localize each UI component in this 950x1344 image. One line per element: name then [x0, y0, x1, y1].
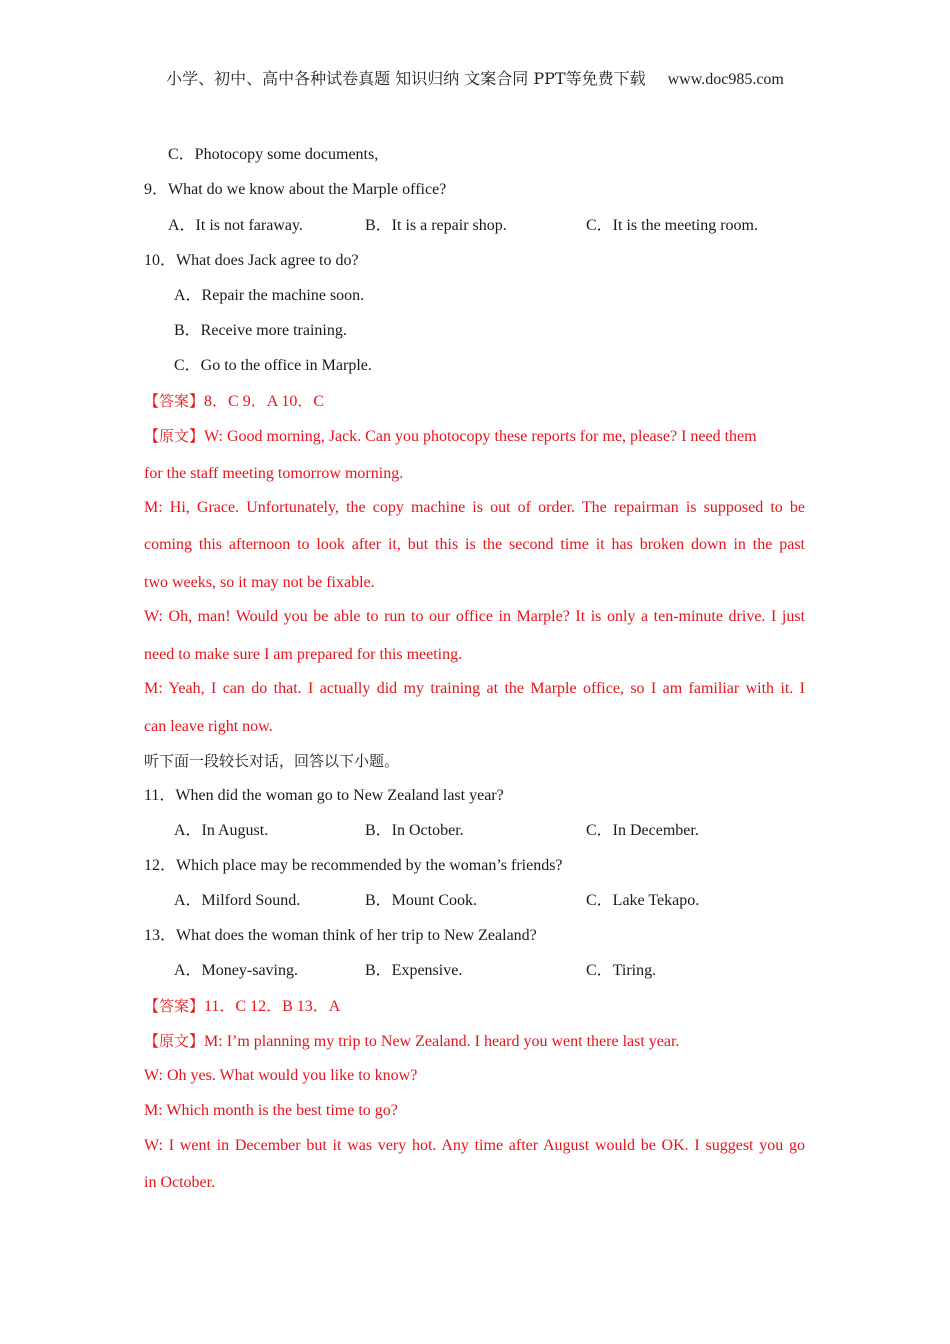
answer-block-1 [144, 391, 324, 412]
answer-text: 8．C 9．A 10．C [204, 393, 325, 410]
transcript1-line-8: M: Yeah, I can do that. I actually did my training at the Marple office, so I am familiar with it. I [144, 680, 805, 697]
header-url[interactable]: www.doc985.com [667, 71, 784, 88]
q10-option-a: A．Repair the machine soon. [174, 287, 365, 304]
answer-block-2 [144, 996, 340, 1017]
q12-option-c: C．Lake Tekapo. [586, 892, 700, 909]
transcript2-line-1: 【原文】M: I’m planning my trip to New Zealand. I heard you went there last year. [144, 1032, 680, 1050]
answer-text: 11．C 12．B 13．A [204, 998, 341, 1015]
q11-question: 11．When did the woman go to New Zealand last year? [144, 787, 504, 804]
q10-question: 10．What does Jack agree to do? [144, 252, 359, 269]
transcript1-line-3: M: Hi, Grace. Unfortunately, the copy machine is out of order. The repairman is supposed to be [144, 499, 805, 516]
q11-option-b: B．In October. [365, 822, 464, 839]
answer-label: 【答案】 [144, 997, 205, 1015]
answer-label: 【答案】 [144, 392, 205, 410]
q9-option-c: C．It is the meeting room. [586, 217, 758, 234]
q9-question: 9．What do we know about the Marple office? [144, 181, 447, 198]
transcript-label: 【原文】 [144, 1032, 205, 1050]
q13-option-a: A．Money-saving. [174, 962, 298, 979]
q13-option-c: C．Tiring. [586, 962, 657, 979]
q13-option-b: B．Expensive. [365, 962, 463, 979]
q8-option-c: C．Photocopy some documents, [168, 146, 379, 163]
transcript2-line-3: M: Which month is the best time to go? [144, 1102, 398, 1119]
header-text: 小学、初中、高中各种试卷真题 知识归纳 文案合同 PPT等免费下载 [166, 69, 646, 88]
q12-option-a: A．Milford Sound. [174, 892, 301, 909]
q12-option-b: B．Mount Cook. [365, 892, 478, 909]
transcript1-line-6: W: Oh, man! Would you be able to run to our office in Marple? It is only a ten-minute drive. I just [144, 608, 805, 625]
transcript1-line-5: two weeks, so it may not be fixable. [144, 574, 375, 591]
q11-option-a: A．In August. [174, 822, 269, 839]
page-header [0, 68, 950, 91]
transcript1-line-7: need to make sure I am prepared for this meeting. [144, 646, 463, 663]
section-instruction: 听下面一段较长对话，回答以下小题。 [144, 752, 400, 770]
q12-question: 12．Which place may be recommended by the woman’s friends? [144, 857, 563, 874]
transcript2-line-2: W: Oh yes. What would you like to know? [144, 1067, 418, 1084]
transcript1-line-1: 【原文】W: Good morning, Jack. Can you photocopy these reports for me, please? I need them [144, 427, 757, 445]
transcript2-line-5: in October. [144, 1174, 216, 1191]
transcript1-line-4: coming this afternoon to look after it, but this is the second time it has broken down in the past [144, 536, 805, 553]
q9-option-a: A．It is not faraway. [168, 217, 303, 234]
transcript2-line-4: W: I went in December but it was very hot. Any time after August would be OK. I suggest you go [144, 1137, 805, 1154]
transcript1-line-2: for the staff meeting tomorrow morning. [144, 465, 404, 482]
q10-option-c: C．Go to the office in Marple. [174, 357, 372, 374]
q13-question: 13．What does the woman think of her trip to New Zealand? [144, 927, 537, 944]
transcript-label: 【原文】 [144, 427, 205, 445]
transcript1-line-9: can leave right now. [144, 718, 273, 735]
q10-option-b: B．Receive more training. [174, 322, 347, 339]
q9-option-b: B．It is a repair shop. [365, 217, 507, 234]
q11-option-c: C．In December. [586, 822, 699, 839]
